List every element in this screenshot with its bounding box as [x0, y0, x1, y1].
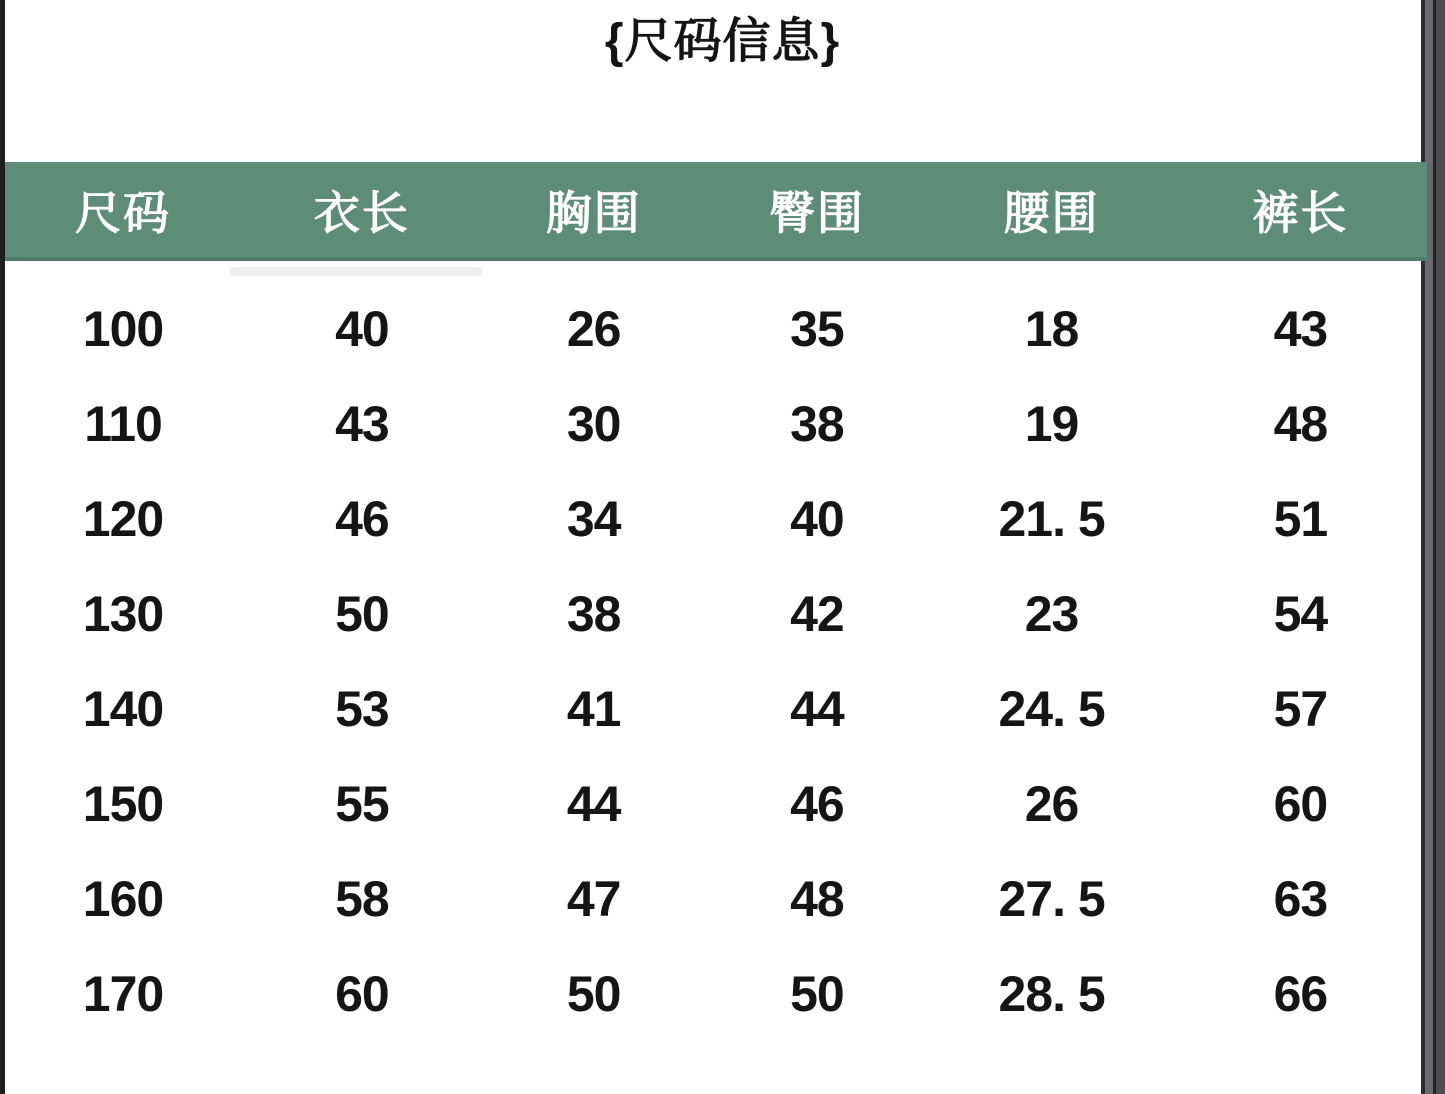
- col-header-size: 尺码: [75, 186, 172, 239]
- value-cell: 42: [790, 585, 844, 642]
- value-cell: 63: [1273, 870, 1328, 927]
- value-cell: 53: [335, 680, 389, 737]
- value-cell: 48: [1273, 395, 1328, 452]
- value-cell: 21. 5: [998, 490, 1105, 547]
- table-row: [5, 471, 1427, 566]
- size-cell: 140: [82, 680, 164, 737]
- value-cell: 24. 5: [998, 680, 1105, 737]
- table-row: [5, 851, 1427, 946]
- value-cell: 35: [790, 300, 844, 357]
- value-cell: 48: [790, 870, 844, 927]
- value-cell: 18: [1024, 300, 1079, 357]
- value-cell: 27. 5: [998, 870, 1105, 927]
- size-cell: 150: [82, 775, 164, 832]
- col-header-chest: 胸围: [545, 186, 642, 239]
- value-cell: 54: [1273, 585, 1328, 642]
- value-cell: 41: [566, 680, 621, 737]
- size-cell: 160: [82, 870, 164, 927]
- col-header-garment-length: 衣长: [313, 186, 410, 239]
- size-cell: 100: [82, 300, 164, 357]
- table-row: [5, 661, 1427, 756]
- value-cell: 60: [335, 965, 389, 1022]
- value-cell: 26: [1024, 775, 1079, 832]
- value-cell: 23: [1024, 585, 1079, 642]
- table-header-row: [5, 162, 1427, 261]
- value-cell: 38: [566, 585, 621, 642]
- value-cell: 50: [790, 965, 844, 1022]
- value-cell: 43: [1273, 300, 1328, 357]
- col-header-waist: 腰围: [1003, 186, 1100, 239]
- value-cell: 44: [790, 680, 844, 737]
- table-body: [5, 261, 1427, 1041]
- value-cell: 50: [335, 585, 389, 642]
- value-cell: 55: [335, 775, 389, 832]
- value-cell: 38: [790, 395, 844, 452]
- table-row: [5, 946, 1427, 1041]
- value-cell: 46: [790, 775, 844, 832]
- size-cell: 110: [84, 395, 162, 452]
- value-cell: 50: [566, 965, 621, 1022]
- page-title: {尺码信息}: [604, 15, 841, 68]
- value-cell: 60: [1273, 775, 1328, 832]
- value-cell: 57: [1273, 680, 1328, 737]
- size-cell: 170: [82, 965, 164, 1022]
- value-cell: 51: [1273, 490, 1328, 547]
- value-cell: 19: [1024, 395, 1079, 452]
- col-header-pants-length: 裤长: [1252, 186, 1349, 239]
- value-cell: 40: [335, 300, 389, 357]
- table-row: [5, 566, 1427, 661]
- value-cell: 58: [335, 870, 389, 927]
- table-row: [5, 376, 1427, 471]
- value-cell: 43: [335, 395, 389, 452]
- col-header-hip: 臀围: [768, 186, 865, 239]
- table-row: [5, 281, 1427, 376]
- value-cell: 46: [335, 490, 389, 547]
- value-cell: 44: [566, 775, 621, 832]
- value-cell: 66: [1273, 965, 1328, 1022]
- value-cell: 47: [566, 870, 621, 927]
- header-shadow-artifact: [230, 267, 482, 276]
- size-cell: 120: [82, 490, 164, 547]
- value-cell: 30: [566, 395, 621, 452]
- value-cell: 28. 5: [998, 965, 1105, 1022]
- value-cell: 34: [566, 490, 621, 547]
- size-table: [5, 162, 1427, 1041]
- size-cell: 130: [82, 585, 164, 642]
- value-cell: 26: [566, 300, 621, 357]
- table-row: [5, 756, 1427, 851]
- value-cell: 40: [790, 490, 844, 547]
